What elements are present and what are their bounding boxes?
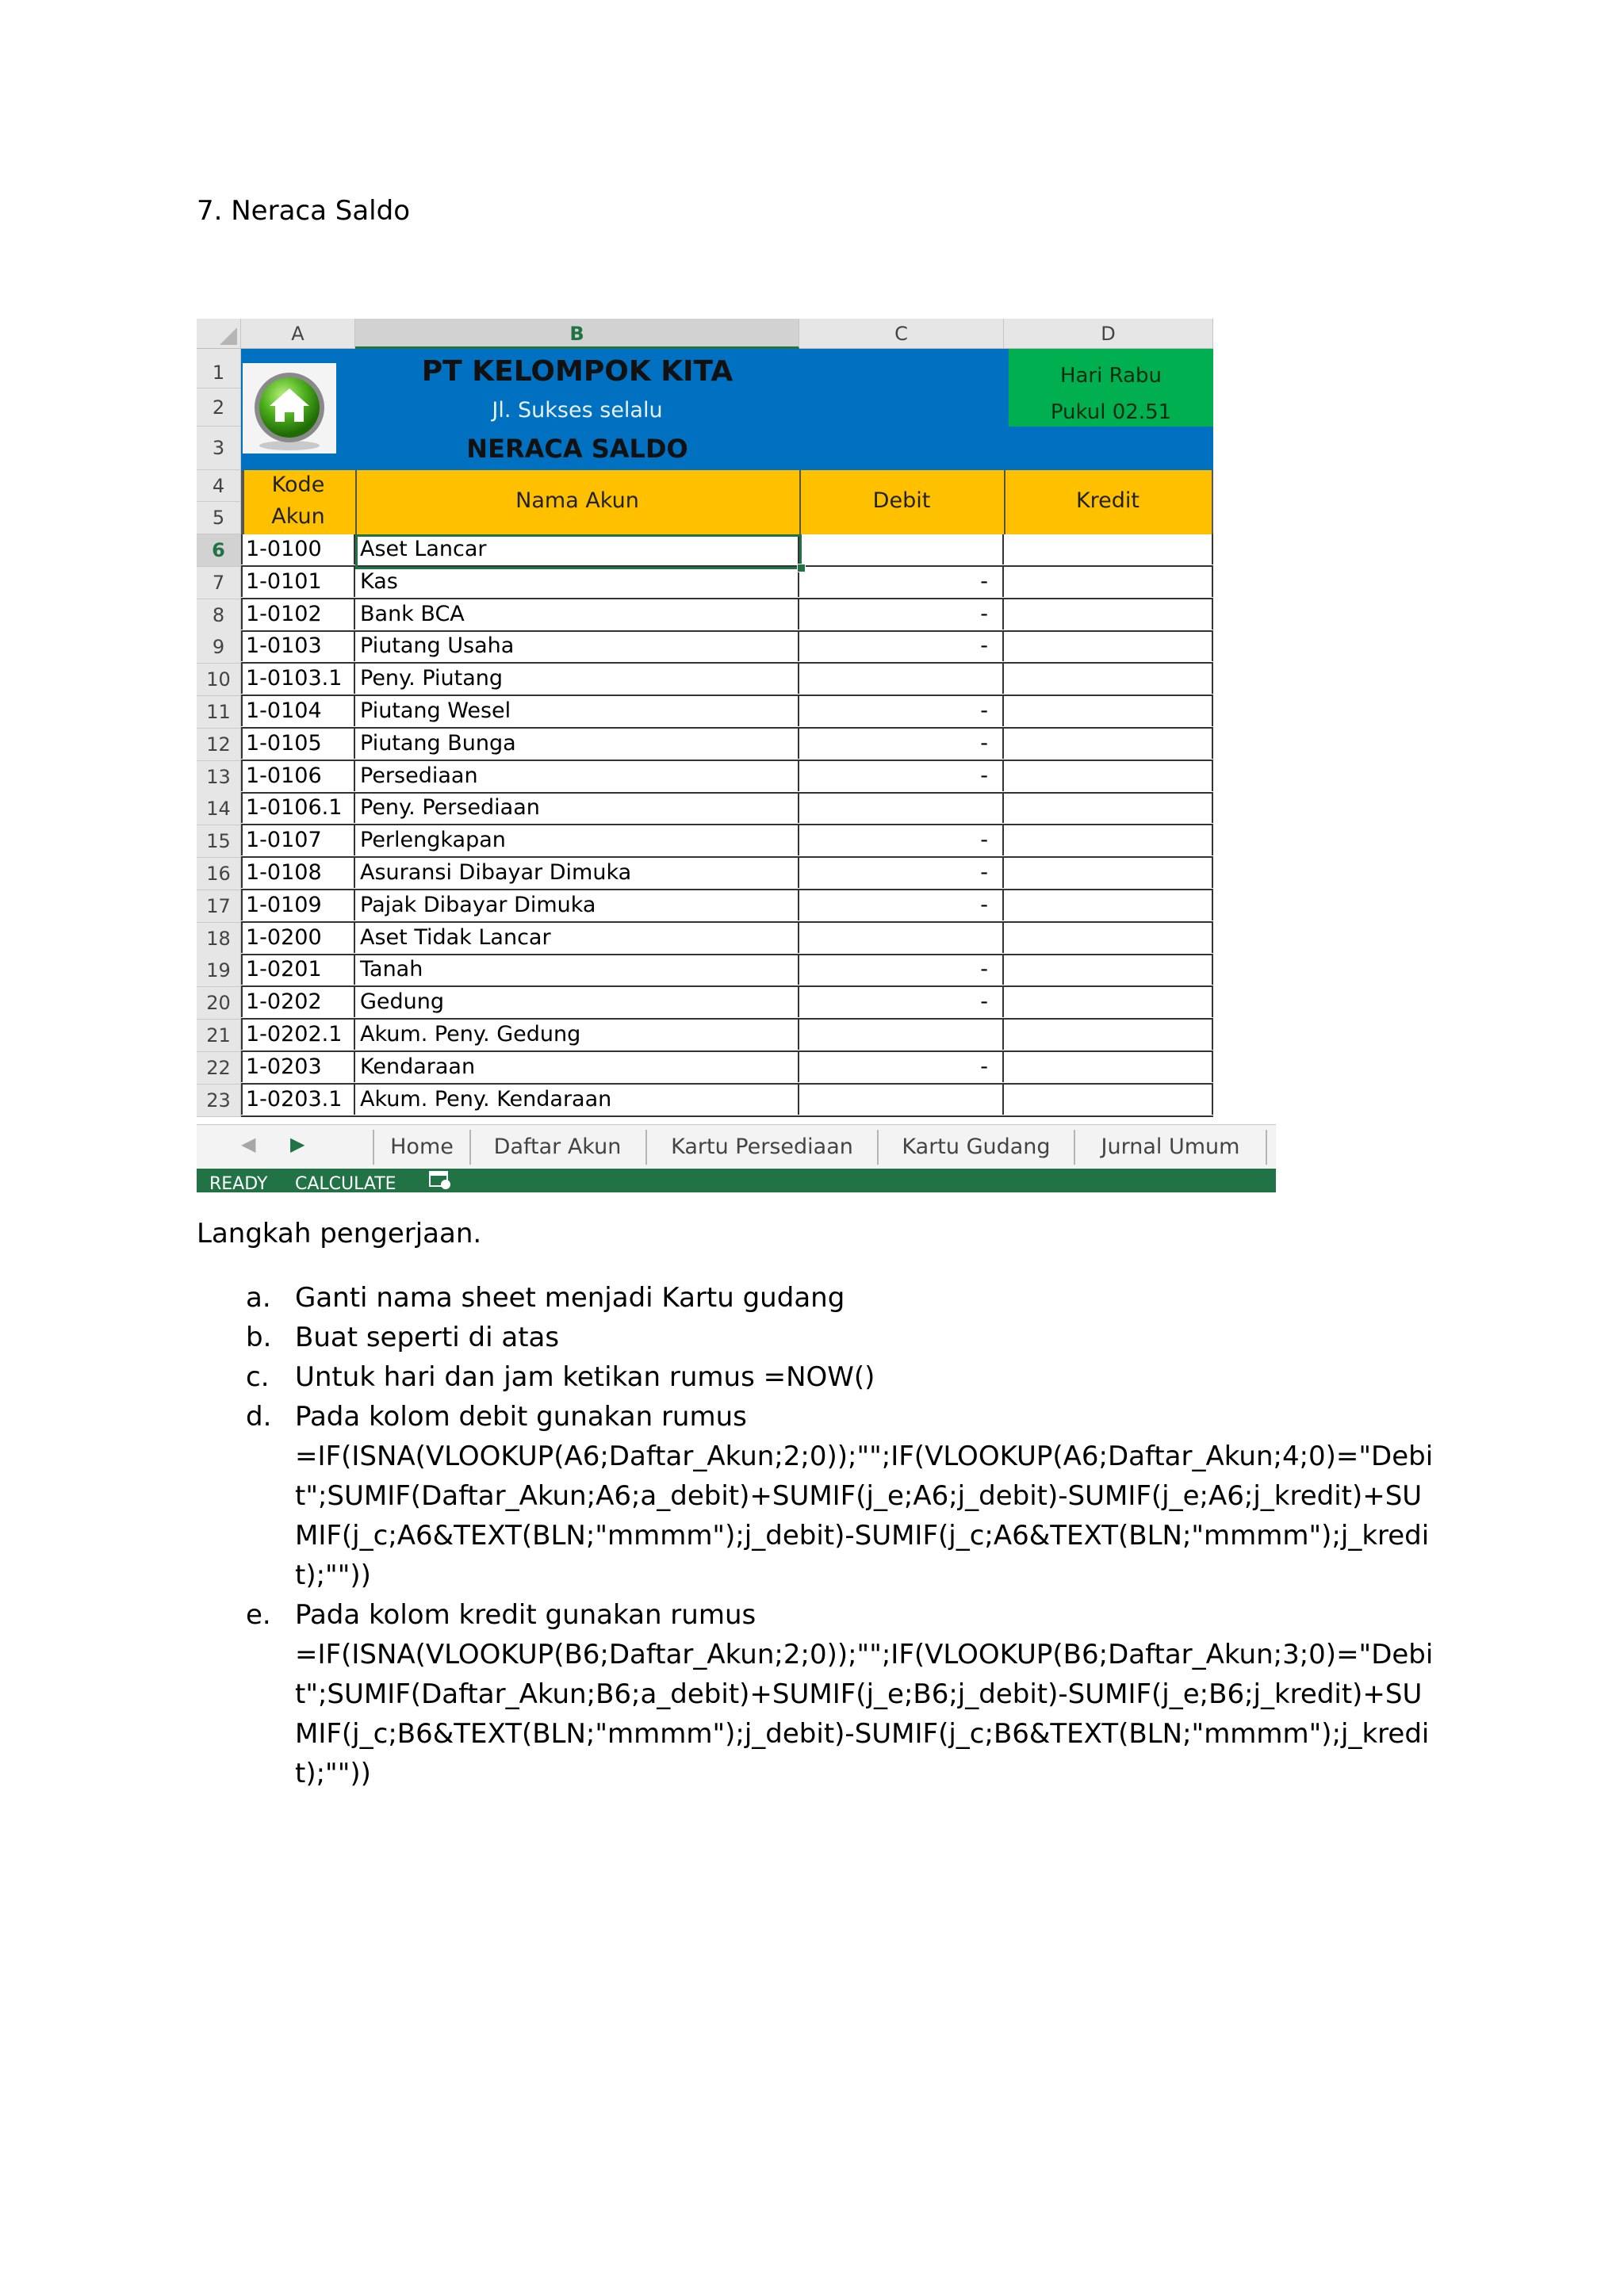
step-item <box>197 1397 1434 1595</box>
cell-kode-akun[interactable]: 1-0105 <box>241 729 355 759</box>
row-header[interactable]: 3 <box>197 427 241 470</box>
cell-debit[interactable]: - <box>799 1052 1004 1082</box>
header-akun: Akun <box>271 504 325 529</box>
cell-nama-akun[interactable]: Pajak Dibayar Dimuka <box>355 890 799 920</box>
step-text: Pada kolom debit gunakan rumus <box>295 1401 747 1433</box>
cell-debit[interactable]: - <box>799 567 1004 597</box>
column-header-a[interactable]: A <box>241 319 355 349</box>
table-row <box>241 890 1213 923</box>
cell-debit[interactable]: - <box>799 696 1004 726</box>
cell-kredit[interactable] <box>1004 1052 1213 1082</box>
cell-kode-akun[interactable]: 1-0103 <box>241 631 355 661</box>
cell-nama-akun[interactable]: Asuransi Dibayar Dimuka <box>355 858 799 888</box>
company-name: PT KELOMPOK KITA <box>421 355 733 388</box>
cell-nama-akun[interactable]: Kendaraan <box>355 1052 799 1082</box>
cell-nama-akun[interactable]: Aset Lancar <box>355 534 799 564</box>
cell-debit[interactable]: - <box>799 729 1004 759</box>
column-header-c[interactable]: C <box>799 319 1004 349</box>
cell-debit[interactable] <box>799 923 1004 953</box>
column-header-d[interactable]: D <box>1004 319 1213 349</box>
step-marker: d. <box>246 1401 272 1433</box>
cell-kredit[interactable] <box>1004 955 1213 985</box>
cell-kredit[interactable] <box>1004 923 1213 953</box>
spreadsheet-screenshot <box>197 319 1276 1192</box>
cell-kode-akun[interactable]: 1-0203.1 <box>241 1085 355 1115</box>
cell-kode-akun[interactable]: 1-0108 <box>241 858 355 888</box>
row-header[interactable]: 12 <box>197 729 241 761</box>
header-kode: Kode <box>271 473 325 497</box>
cell-debit[interactable]: - <box>799 955 1004 985</box>
row-header[interactable]: 13 <box>197 761 241 794</box>
table-row <box>241 1085 1213 1117</box>
cell-kode-akun[interactable]: 1-0103.1 <box>241 664 355 694</box>
cell-kredit[interactable] <box>1004 631 1213 661</box>
table-row <box>241 1020 1213 1052</box>
row-header[interactable]: 6 <box>197 534 241 567</box>
row-header[interactable]: 5 <box>197 502 241 534</box>
cell-debit[interactable]: - <box>799 761 1004 791</box>
cell-kode-akun[interactable]: 1-0200 <box>241 923 355 953</box>
step-item <box>197 1318 1434 1357</box>
cell-kredit[interactable] <box>1004 858 1213 888</box>
cell-kredit[interactable] <box>1004 534 1213 564</box>
table-row <box>241 858 1213 890</box>
step-text: Ganti nama sheet menjadi Kartu gudang <box>295 1282 845 1314</box>
header-debit: Debit <box>872 488 931 513</box>
cell-kode-akun[interactable]: 1-0104 <box>241 696 355 726</box>
cell-kode-akun[interactable]: 1-0101 <box>241 567 355 597</box>
row-header[interactable]: 17 <box>197 890 241 923</box>
row-header[interactable]: 8 <box>197 599 241 632</box>
cell-debit[interactable]: - <box>799 987 1004 1017</box>
row-header[interactable]: 1 <box>197 349 241 388</box>
cell-kode-akun[interactable]: 1-0102 <box>241 599 355 629</box>
cell-nama-akun[interactable]: Aset Tidak Lancar <box>355 923 799 953</box>
row-header[interactable]: 7 <box>197 567 241 599</box>
cell-kode-akun[interactable]: 1-0109 <box>241 890 355 920</box>
table-row <box>241 825 1213 858</box>
table-row <box>241 923 1213 955</box>
cell-kredit[interactable] <box>1004 1085 1213 1115</box>
cell-nama-akun[interactable]: Tanah <box>355 955 799 985</box>
cell-kredit[interactable] <box>1004 793 1213 823</box>
cell-nama-akun[interactable]: Piutang Wesel <box>355 696 799 726</box>
cell-kredit[interactable] <box>1004 825 1213 855</box>
step-marker: a. <box>246 1282 271 1314</box>
cell-debit[interactable] <box>799 1085 1004 1115</box>
table-row <box>241 955 1213 987</box>
report-title: NERACA SALDO <box>466 434 688 464</box>
select-all-corner[interactable] <box>197 319 241 349</box>
sheet-tab-daftar-akun[interactable]: Daftar Akun <box>469 1130 647 1165</box>
row-header[interactable]: 22 <box>197 1052 241 1085</box>
cell-nama-akun[interactable]: Peny. Persediaan <box>355 793 799 823</box>
cell-kode-akun[interactable]: 1-0107 <box>241 825 355 855</box>
cell-kode-akun[interactable]: 1-0100 <box>241 534 355 564</box>
header-divider <box>1212 470 1213 534</box>
cell-nama-akun[interactable]: Bank BCA <box>355 599 799 629</box>
row-header[interactable]: 2 <box>197 388 241 427</box>
status-ready: READY <box>209 1174 268 1192</box>
step-text: Untuk hari dan jam ketikan rumus =NOW() <box>295 1361 875 1393</box>
row-header[interactable]: 16 <box>197 858 241 890</box>
cell-nama-akun[interactable]: Kas <box>355 567 799 597</box>
cell-kode-akun[interactable]: 1-0106.1 <box>241 793 355 823</box>
row-header[interactable]: 15 <box>197 825 241 858</box>
cell-nama-akun[interactable]: Akum. Peny. Gedung <box>355 1020 799 1050</box>
cell-kredit[interactable] <box>1004 987 1213 1017</box>
row-header[interactable]: 14 <box>197 793 241 825</box>
row-header[interactable]: 18 <box>197 923 241 955</box>
cell-nama-akun[interactable]: Piutang Bunga <box>355 729 799 759</box>
debit-formula: =IF(ISNA(VLOOKUP(A6;Daftar_Akun;2;0));"";IF(VLOOKUP(A6;Daftar_Akun;4;0)="Debit";SUMIF(Daftar_Akun;A6;a_debit)+SUMIF(j_e;A6;j_debit)-SUMIF(j_e;A6;j_kredit)+SUMIF(j_c;A6&TEXT(BLN;"mmmm");j_debit)-SUMIF(j_c;A6&TEXT(BLN;"mmmm");j_kredit);"")) <box>295 1441 1434 1591</box>
tab-scroll-right-icon[interactable]: ▶ <box>290 1133 305 1155</box>
cell-kode-akun[interactable]: 1-0106 <box>241 761 355 791</box>
header-nama-akun: Nama Akun <box>515 488 639 513</box>
step-item <box>197 1278 1434 1318</box>
cell-debit[interactable]: - <box>799 631 1004 661</box>
sheet-tab-bar <box>197 1124 1276 1169</box>
selected-cell-outline <box>355 534 802 569</box>
time-label: Pukul 02.51 <box>1050 400 1172 424</box>
table-row <box>241 729 1213 761</box>
cell-debit[interactable] <box>799 793 1004 823</box>
table-row <box>241 631 1213 664</box>
step-text: Buat seperti di atas <box>295 1322 560 1353</box>
table-row <box>241 664 1213 696</box>
cell-kode-akun[interactable]: 1-0202.1 <box>241 1020 355 1050</box>
step-item <box>197 1357 1434 1397</box>
fill-handle[interactable] <box>797 564 806 572</box>
table-row <box>241 1052 1213 1085</box>
cell-kredit[interactable] <box>1004 761 1213 791</box>
instruction-steps <box>197 1278 1434 1793</box>
cell-kredit[interactable] <box>1004 890 1213 920</box>
row-header[interactable]: 9 <box>197 631 241 664</box>
cell-kredit[interactable] <box>1004 696 1213 726</box>
step-item <box>197 1595 1434 1793</box>
cell-kredit[interactable] <box>1004 567 1213 597</box>
row-header[interactable]: 4 <box>197 470 241 502</box>
step-marker: e. <box>246 1599 271 1631</box>
cell-kode-akun[interactable]: 1-0201 <box>241 955 355 985</box>
row-header[interactable]: 21 <box>197 1020 241 1052</box>
cell-kredit[interactable] <box>1004 664 1213 694</box>
cell-kredit[interactable] <box>1004 729 1213 759</box>
row-header[interactable]: 20 <box>197 987 241 1020</box>
tab-scroll-left-icon[interactable]: ◀ <box>241 1133 256 1155</box>
step-text: Pada kolom kredit gunakan rumus <box>295 1599 756 1631</box>
cell-nama-akun[interactable]: Gedung <box>355 987 799 1017</box>
cell-debit[interactable]: - <box>799 890 1004 920</box>
cell-nama-akun[interactable]: Perlengkapan <box>355 825 799 855</box>
day-label: Hari Rabu <box>1059 364 1162 388</box>
cell-kode-akun[interactable]: 1-0202 <box>241 987 355 1017</box>
cell-debit[interactable]: - <box>799 825 1004 855</box>
cell-kode-akun[interactable]: 1-0203 <box>241 1052 355 1082</box>
cell-debit[interactable] <box>799 1020 1004 1050</box>
status-bar <box>197 1169 1276 1192</box>
sheet-tab-kartu-gudang[interactable]: Kartu Gudang <box>879 1130 1075 1165</box>
header-kredit: Kredit <box>1075 488 1140 513</box>
cell-debit[interactable]: - <box>799 858 1004 888</box>
table-row <box>241 793 1213 825</box>
table-row <box>241 696 1213 729</box>
home-logo-icon[interactable] <box>243 363 336 453</box>
column-header-b[interactable]: B <box>355 319 799 349</box>
kredit-formula: =IF(ISNA(VLOOKUP(B6;Daftar_Akun;2;0));"";IF(VLOOKUP(B6;Daftar_Akun;3;0)="Debit";SUMIF(Daftar_Akun;B6;a_debit)+SUMIF(j_e;B6;j_debit)-SUMIF(j_e;B6;j_kredit)+SUMIF(j_c;B6&TEXT(BLN;"mmmm");j_debit)-SUMIF(j_c;B6&TEXT(BLN;"mmmm");j_kredit);"")) <box>295 1639 1434 1789</box>
cell-nama-akun[interactable]: Akum. Peny. Kendaraan <box>355 1085 799 1115</box>
macro-record-icon[interactable] <box>428 1170 452 1192</box>
row-header[interactable]: 11 <box>197 696 241 729</box>
sheet-tab-jurnal-umum[interactable]: Jurnal Umum <box>1075 1130 1267 1165</box>
step-marker: b. <box>246 1322 272 1353</box>
cell-nama-akun[interactable]: Piutang Usaha <box>355 631 799 661</box>
step-marker: c. <box>246 1361 270 1393</box>
title-banner-right <box>1009 427 1213 470</box>
cell-kredit[interactable] <box>1004 599 1213 629</box>
sheet-tab-home[interactable]: Home <box>373 1130 471 1165</box>
cell-debit[interactable] <box>799 664 1004 694</box>
table-row <box>241 599 1213 632</box>
cell-nama-akun[interactable]: Persediaan <box>355 761 799 791</box>
table-row <box>241 567 1213 599</box>
instructions-intro: Langkah pengerjaan. <box>197 1218 482 1249</box>
row-header[interactable]: 23 <box>197 1085 241 1117</box>
cell-debit[interactable]: - <box>799 599 1004 629</box>
cell-kredit[interactable] <box>1004 1020 1213 1050</box>
cell-debit[interactable] <box>799 534 1004 564</box>
company-address: Jl. Sukses selalu <box>492 398 663 423</box>
status-calculate: CALCULATE <box>295 1174 396 1192</box>
row-header[interactable]: 19 <box>197 955 241 987</box>
row-header[interactable]: 10 <box>197 664 241 696</box>
table-row <box>241 987 1213 1020</box>
cell-nama-akun[interactable]: Peny. Piutang <box>355 664 799 694</box>
table-row <box>241 761 1213 794</box>
section-heading: 7. Neraca Saldo <box>197 195 410 227</box>
sheet-tab-kartu-persediaan[interactable]: Kartu Persediaan <box>647 1130 879 1165</box>
